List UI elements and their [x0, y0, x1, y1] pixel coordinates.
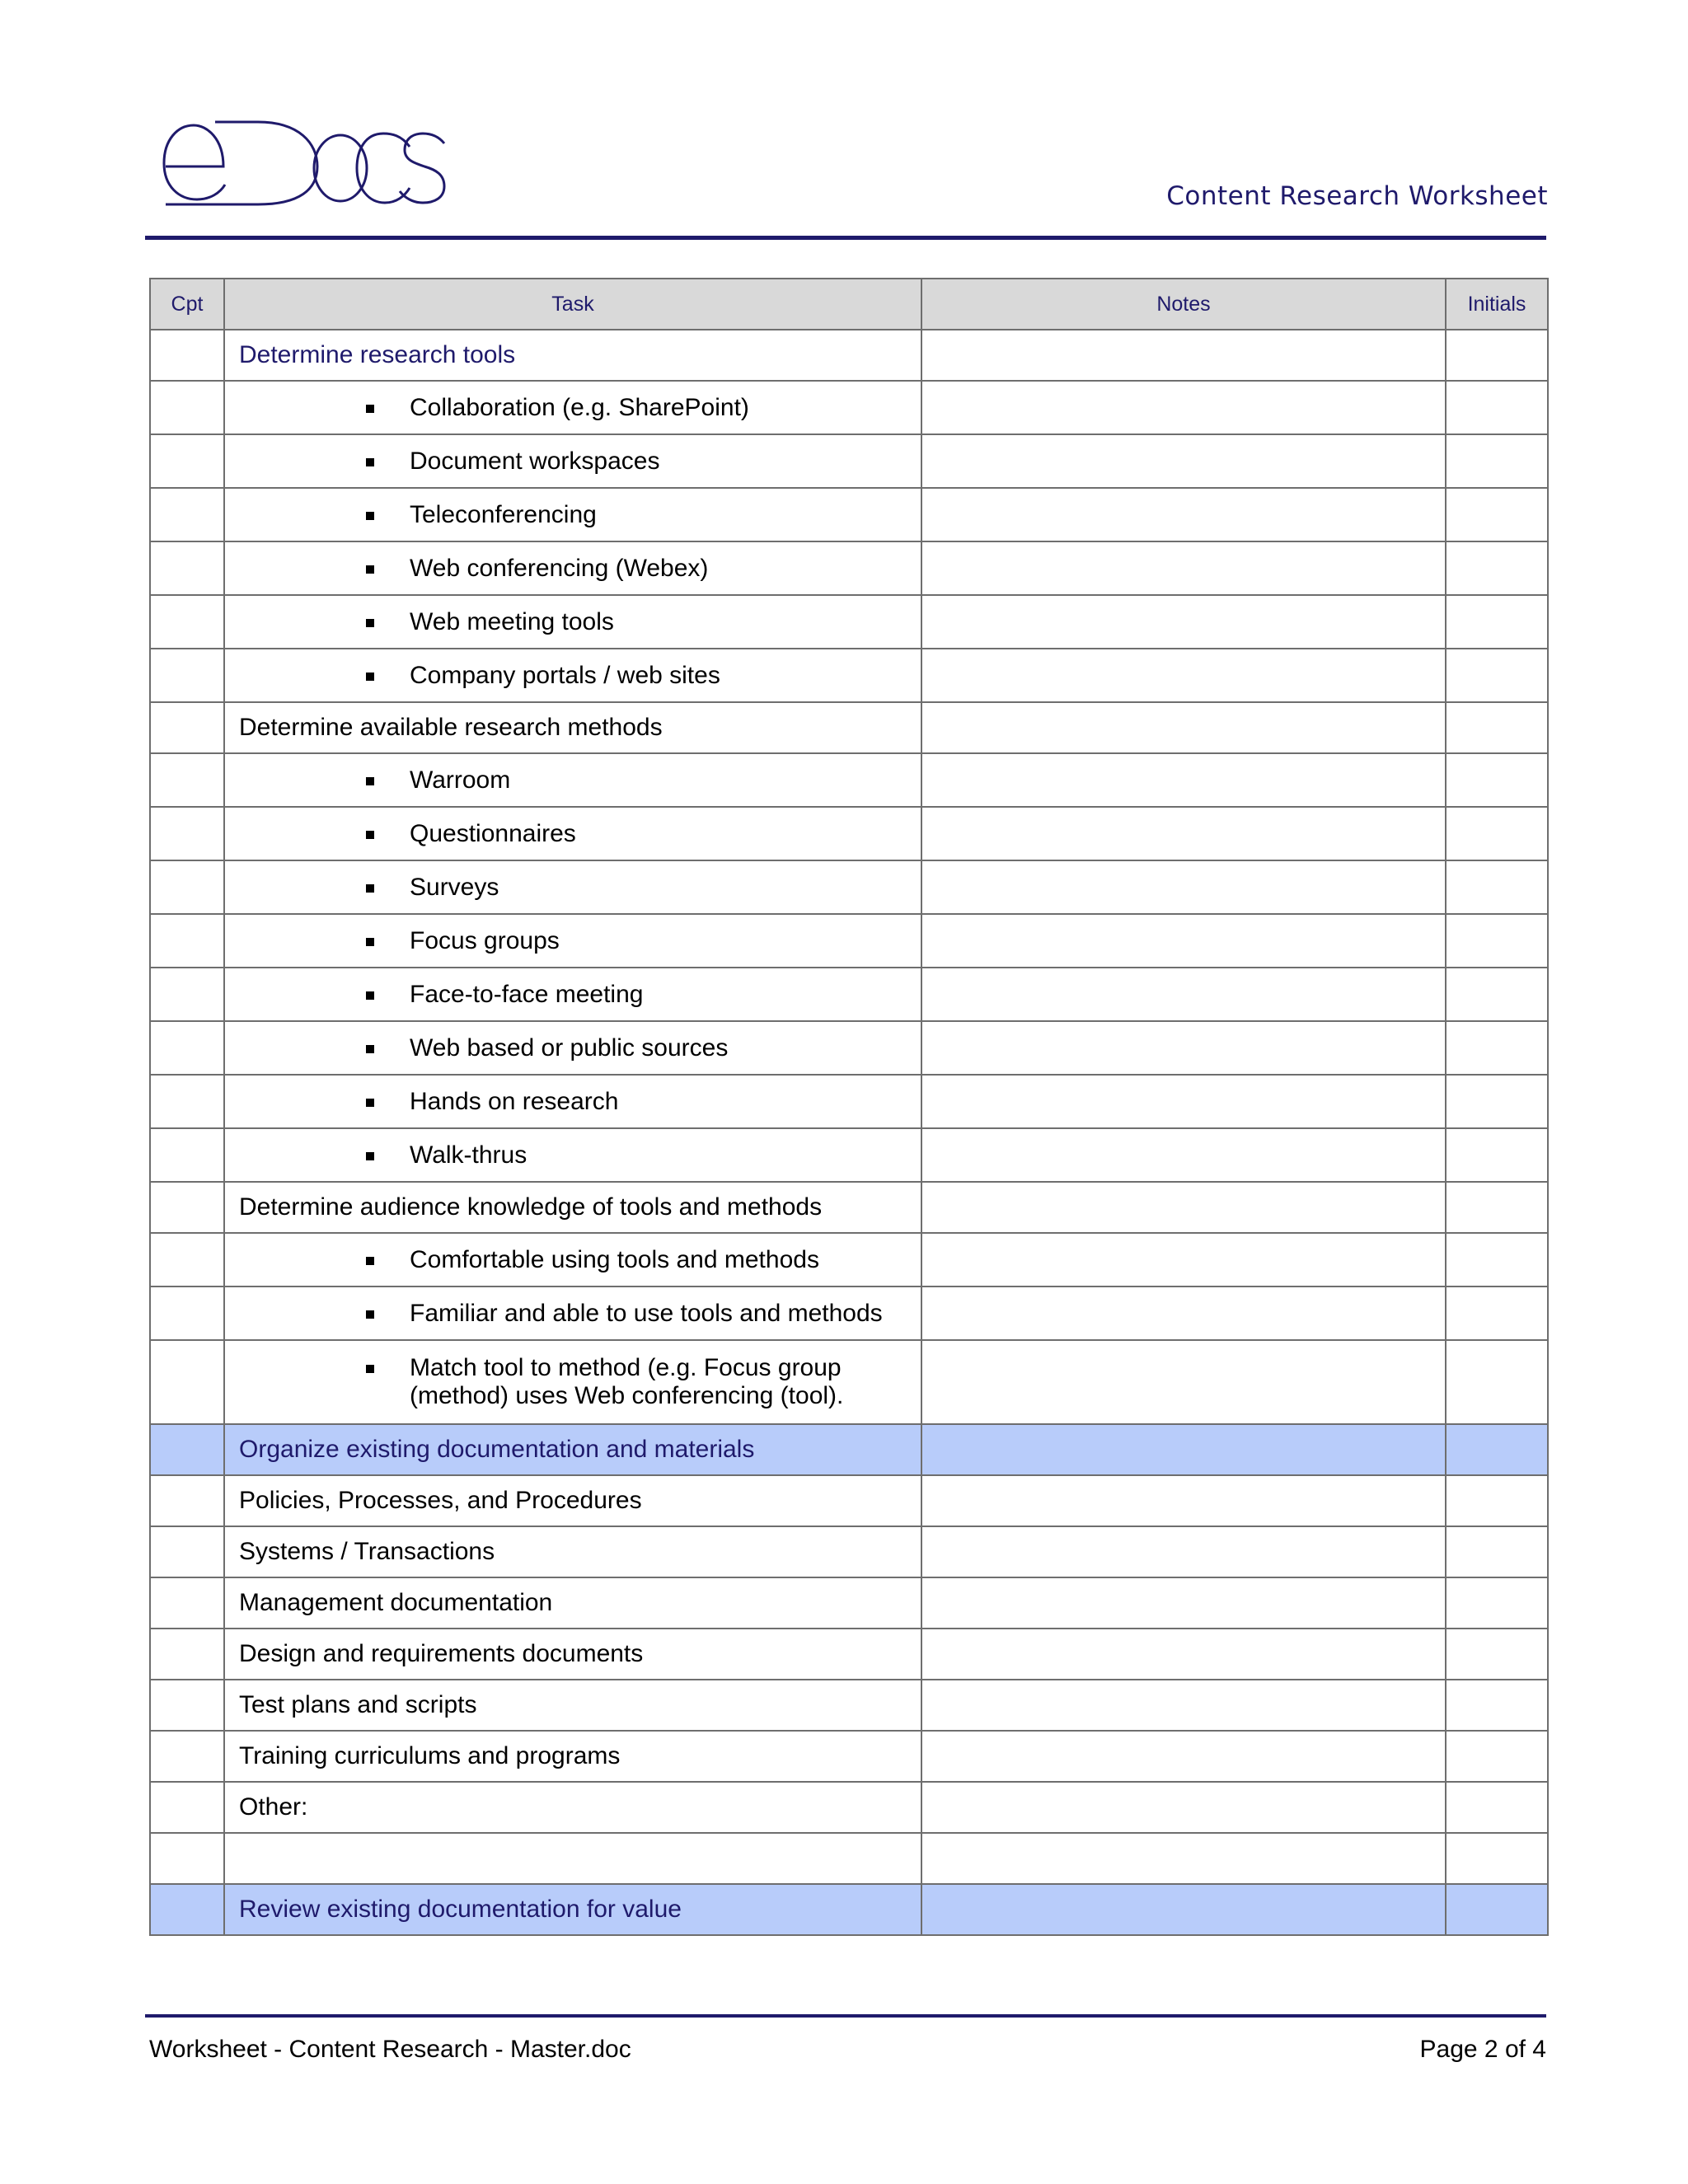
table-row: [150, 1075, 1548, 1128]
footer-filename: Worksheet - Content Research - Master.doc: [149, 2036, 631, 2063]
section-row: [150, 1424, 1548, 1475]
task-text: Test plans and scripts: [239, 1691, 477, 1718]
table-row: [150, 434, 1548, 488]
footer-page-number: Page 2 of 4: [1419, 2036, 1546, 2063]
task-cell: [224, 1182, 921, 1233]
table-row: [150, 1577, 1548, 1629]
bullet-icon: [366, 1045, 374, 1053]
cpt-checkbox-cell[interactable]: [150, 1475, 224, 1526]
task-text: Teleconferencing: [410, 500, 597, 528]
cpt-checkbox-cell[interactable]: [150, 1526, 224, 1577]
task-cell: [224, 968, 921, 1021]
task-text: Design and requirements documents: [239, 1640, 644, 1667]
cpt-checkbox-cell[interactable]: [150, 914, 224, 968]
table-row: [150, 914, 1548, 968]
notes-cell[interactable]: [921, 860, 1446, 914]
table-row: [150, 1286, 1548, 1340]
task-text: Company portals / web sites: [410, 661, 720, 689]
bullet-icon: [366, 991, 374, 1000]
initials-cell[interactable]: [1446, 1286, 1548, 1340]
table-row: [150, 753, 1548, 807]
task-text: Review existing documentation for value: [239, 1896, 682, 1923]
task-text: Warroom: [410, 766, 511, 794]
initials-cell[interactable]: [1446, 1629, 1548, 1680]
cpt-checkbox-cell[interactable]: [150, 488, 224, 541]
cpt-checkbox-cell[interactable]: [150, 1182, 224, 1233]
initials-cell[interactable]: [1446, 914, 1548, 968]
task-text: Collaboration (e.g. SharePoint): [410, 393, 749, 421]
bullet-icon: [366, 512, 374, 520]
task-cell: [224, 330, 921, 381]
initials-cell[interactable]: [1446, 488, 1548, 541]
bullet-icon: [366, 1365, 374, 1373]
notes-cell[interactable]: [921, 807, 1446, 860]
task-text: Determine audience knowledge of tools and methods: [239, 1193, 823, 1221]
task-cell: [224, 1340, 921, 1424]
initials-cell[interactable]: [1446, 330, 1548, 381]
notes-cell[interactable]: [921, 1424, 1446, 1475]
notes-cell[interactable]: [921, 1629, 1446, 1680]
notes-cell[interactable]: [921, 595, 1446, 649]
column-header-cpt: Cpt: [150, 279, 224, 330]
notes-cell[interactable]: [921, 434, 1446, 488]
notes-cell[interactable]: [921, 330, 1446, 381]
table-row: [150, 860, 1548, 914]
task-cell: [224, 1526, 921, 1577]
table-row: [150, 595, 1548, 649]
notes-cell[interactable]: [921, 541, 1446, 595]
table-row: [150, 1128, 1548, 1182]
cpt-checkbox-cell[interactable]: [150, 381, 224, 434]
notes-cell[interactable]: [921, 1782, 1446, 1833]
task-cell: [224, 1884, 921, 1935]
task-cell: [224, 1233, 921, 1286]
table-row: [150, 1475, 1548, 1526]
task-cell: [224, 702, 921, 753]
notes-cell[interactable]: [921, 968, 1446, 1021]
cpt-checkbox-cell[interactable]: [150, 1680, 224, 1731]
table-row: [150, 1782, 1548, 1833]
initials-cell[interactable]: [1446, 1233, 1548, 1286]
table-row: [150, 807, 1548, 860]
cpt-checkbox-cell[interactable]: [150, 434, 224, 488]
notes-cell[interactable]: [921, 1286, 1446, 1340]
notes-cell[interactable]: [921, 1680, 1446, 1731]
initials-cell[interactable]: [1446, 1526, 1548, 1577]
task-cell: [224, 1286, 921, 1340]
cpt-checkbox-cell[interactable]: [150, 649, 224, 702]
table-row: [150, 702, 1548, 753]
notes-cell[interactable]: [921, 1577, 1446, 1629]
task-cell: [224, 753, 921, 807]
initials-cell[interactable]: [1446, 753, 1548, 807]
cpt-checkbox-cell[interactable]: [150, 1340, 224, 1424]
cpt-checkbox-cell[interactable]: [150, 860, 224, 914]
bullet-icon: [366, 1310, 374, 1319]
initials-cell[interactable]: [1446, 541, 1548, 595]
task-cell: [224, 1577, 921, 1629]
task-text: Document workspaces: [410, 447, 660, 475]
cpt-checkbox-cell[interactable]: [150, 1629, 224, 1680]
task-cell: [224, 1475, 921, 1526]
task-cell: [224, 595, 921, 649]
notes-cell[interactable]: [921, 702, 1446, 753]
notes-cell[interactable]: [921, 1128, 1446, 1182]
initials-cell[interactable]: [1446, 1340, 1548, 1424]
cpt-checkbox-cell[interactable]: [150, 1884, 224, 1935]
initials-cell[interactable]: [1446, 595, 1548, 649]
task-cell: [224, 1075, 921, 1128]
cpt-checkbox-cell[interactable]: [150, 1075, 224, 1128]
table-row: [150, 1182, 1548, 1233]
notes-cell[interactable]: [921, 1475, 1446, 1526]
initials-cell[interactable]: [1446, 1075, 1548, 1128]
cpt-checkbox-cell[interactable]: [150, 1424, 224, 1475]
task-cell: [224, 488, 921, 541]
task-text: Organize existing documentation and materials: [239, 1436, 755, 1463]
worksheet-table: [149, 278, 1549, 1936]
notes-cell[interactable]: [921, 1526, 1446, 1577]
column-header-task: Task: [224, 279, 921, 330]
bullet-icon: [366, 1257, 374, 1265]
task-cell: [224, 1782, 921, 1833]
initials-cell[interactable]: [1446, 860, 1548, 914]
task-text: Focus groups: [410, 926, 560, 954]
bullet-icon: [366, 938, 374, 946]
bullet-icon: [366, 1152, 374, 1160]
cpt-checkbox-cell[interactable]: [150, 1833, 224, 1884]
task-text: Systems / Transactions: [239, 1538, 495, 1565]
table-row: [150, 541, 1548, 595]
bullet-icon: [366, 884, 374, 893]
cpt-checkbox-cell[interactable]: [150, 968, 224, 1021]
table-row: [150, 330, 1548, 381]
task-text: Questionnaires: [410, 819, 576, 847]
table-row: [150, 968, 1548, 1021]
task-cell: [224, 1021, 921, 1075]
initials-cell[interactable]: [1446, 1475, 1548, 1526]
notes-cell[interactable]: [921, 381, 1446, 434]
cpt-checkbox-cell[interactable]: [150, 1577, 224, 1629]
task-text: Web conferencing (Webex): [410, 554, 709, 582]
task-text: Training curriculums and programs: [239, 1742, 621, 1769]
header-divider: [145, 236, 1546, 240]
cpt-checkbox-cell[interactable]: [150, 1731, 224, 1782]
notes-cell[interactable]: [921, 488, 1446, 541]
task-text: Hands on research: [410, 1087, 619, 1115]
initials-cell[interactable]: [1446, 381, 1548, 434]
notes-cell[interactable]: [921, 1021, 1446, 1075]
task-text: Other:: [239, 1793, 308, 1821]
initials-cell[interactable]: [1446, 434, 1548, 488]
bullet-icon: [366, 831, 374, 839]
table-row: [150, 1731, 1548, 1782]
initials-cell[interactable]: [1446, 1128, 1548, 1182]
task-cell: [224, 1128, 921, 1182]
bullet-icon: [366, 1099, 374, 1107]
task-cell: [224, 434, 921, 488]
initials-cell[interactable]: [1446, 649, 1548, 702]
initials-cell[interactable]: [1446, 1884, 1548, 1935]
notes-cell[interactable]: [921, 1731, 1446, 1782]
task-text: Match tool to method (e.g. Focus group (method) uses Web conferencing (tool).: [410, 1354, 844, 1409]
column-header-initials: Initials: [1446, 279, 1548, 330]
edocs-logo: [161, 105, 449, 210]
table-row: [150, 1526, 1548, 1577]
table-row: [150, 649, 1548, 702]
document-title: Content Research Worksheet: [1166, 181, 1548, 211]
initials-cell[interactable]: [1446, 1182, 1548, 1233]
task-text: Walk-thrus: [410, 1141, 528, 1169]
table-header-row: [150, 279, 1548, 330]
table-row: [150, 381, 1548, 434]
cpt-checkbox-cell[interactable]: [150, 753, 224, 807]
initials-cell[interactable]: [1446, 968, 1548, 1021]
section-row: [150, 1884, 1548, 1935]
notes-cell[interactable]: [921, 1884, 1446, 1935]
notes-cell[interactable]: [921, 1075, 1446, 1128]
initials-cell[interactable]: [1446, 1833, 1548, 1884]
bullet-icon: [366, 673, 374, 681]
task-cell: [224, 1629, 921, 1680]
notes-cell[interactable]: [921, 1833, 1446, 1884]
cpt-checkbox-cell[interactable]: [150, 1021, 224, 1075]
cpt-checkbox-cell[interactable]: [150, 595, 224, 649]
initials-cell[interactable]: [1446, 1021, 1548, 1075]
task-cell: [224, 381, 921, 434]
cpt-checkbox-cell[interactable]: [150, 541, 224, 595]
task-text: Surveys: [410, 873, 499, 901]
initials-cell[interactable]: [1446, 1731, 1548, 1782]
task-cell: [224, 649, 921, 702]
notes-cell[interactable]: [921, 914, 1446, 968]
initials-cell[interactable]: [1446, 807, 1548, 860]
task-text: Determine available research methods: [239, 714, 663, 741]
logo-text: eDocs: [161, 105, 199, 119]
task-cell: [224, 860, 921, 914]
task-text: Face-to-face meeting: [410, 980, 644, 1008]
cpt-checkbox-cell[interactable]: [150, 1128, 224, 1182]
column-header-notes: Notes: [921, 279, 1446, 330]
cpt-checkbox-cell[interactable]: [150, 807, 224, 860]
notes-cell[interactable]: [921, 1340, 1446, 1424]
table-row: [150, 1021, 1548, 1075]
table-row: [150, 488, 1548, 541]
notes-cell[interactable]: [921, 1182, 1446, 1233]
bullet-icon: [366, 458, 374, 466]
initials-cell[interactable]: [1446, 1577, 1548, 1629]
task-text: Comfortable using tools and methods: [410, 1245, 819, 1273]
table-row: [150, 1629, 1548, 1680]
bullet-icon: [366, 619, 374, 627]
initials-cell[interactable]: [1446, 1424, 1548, 1475]
cpt-checkbox-cell[interactable]: [150, 1782, 224, 1833]
cpt-checkbox-cell[interactable]: [150, 1233, 224, 1286]
bullet-icon: [366, 405, 374, 413]
footer-divider: [145, 2014, 1546, 2018]
task-text: Policies, Processes, and Procedures: [239, 1487, 642, 1514]
initials-cell[interactable]: [1446, 1782, 1548, 1833]
task-cell: [224, 914, 921, 968]
cpt-checkbox-cell[interactable]: [150, 702, 224, 753]
cpt-checkbox-cell[interactable]: [150, 330, 224, 381]
notes-cell[interactable]: [921, 1233, 1446, 1286]
notes-cell[interactable]: [921, 753, 1446, 807]
task-text: Familiar and able to use tools and methods: [410, 1299, 883, 1327]
task-text: Web meeting tools: [410, 607, 614, 635]
task-cell: [224, 1731, 921, 1782]
table-row: [150, 1340, 1548, 1424]
task-text: Determine research tools: [239, 341, 516, 368]
task-cell: [224, 1680, 921, 1731]
initials-cell[interactable]: [1446, 702, 1548, 753]
table-row: [150, 1680, 1548, 1731]
initials-cell[interactable]: [1446, 1680, 1548, 1731]
task-cell: [224, 1424, 921, 1475]
task-cell: [224, 1833, 921, 1884]
bullet-icon: [366, 777, 374, 785]
notes-cell[interactable]: [921, 649, 1446, 702]
cpt-checkbox-cell[interactable]: [150, 1286, 224, 1340]
task-text: Management documentation: [239, 1589, 553, 1616]
task-cell: [224, 807, 921, 860]
table-row: [150, 1833, 1548, 1884]
table-row: [150, 1233, 1548, 1286]
bullet-icon: [366, 565, 374, 574]
task-cell: [224, 541, 921, 595]
task-text: Web based or public sources: [410, 1033, 729, 1062]
